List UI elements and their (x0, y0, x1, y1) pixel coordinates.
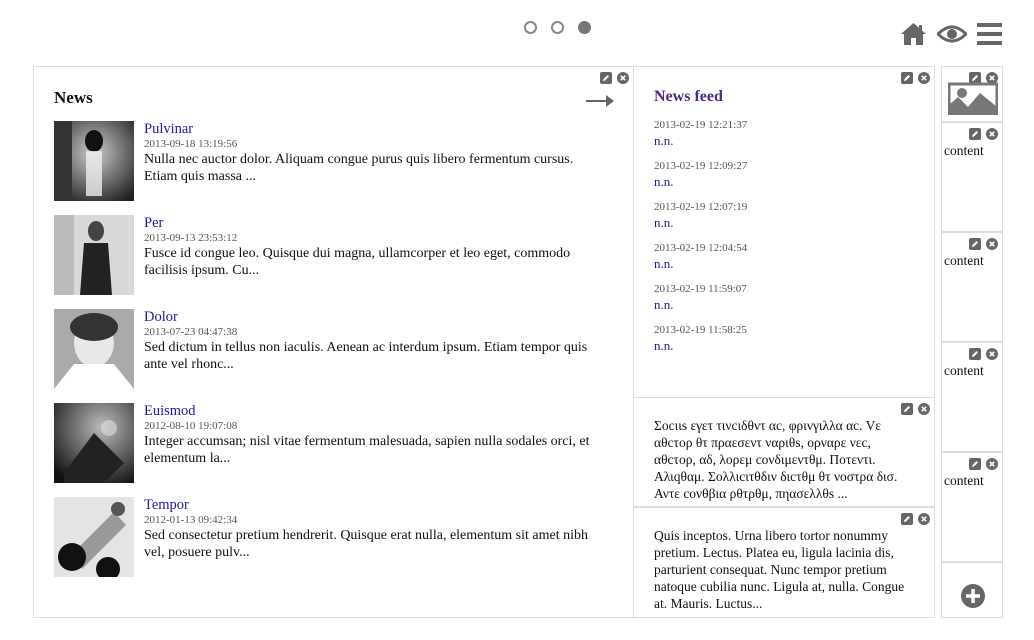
close-icon[interactable] (986, 347, 998, 359)
feed-item (654, 201, 747, 242)
feed-item-link[interactable]: n.n. (654, 174, 674, 189)
top-toolbar (900, 22, 1002, 46)
news-feed-widget (633, 66, 935, 398)
feed-item-link[interactable]: n.n. (654, 297, 674, 312)
feed-item (654, 160, 747, 201)
close-icon[interactable] (986, 457, 998, 469)
page-dot-2[interactable] (551, 21, 564, 34)
close-icon[interactable] (986, 127, 998, 139)
news-item-title[interactable]: Dolor (144, 309, 178, 325)
feed-item-date: 2013-02-19 11:59:07 (654, 283, 747, 295)
page-dot-1[interactable] (524, 21, 537, 34)
news-item (54, 121, 614, 215)
news-item (54, 215, 614, 309)
close-icon[interactable] (986, 237, 998, 249)
edit-icon[interactable] (901, 71, 913, 83)
feed-item (654, 324, 747, 365)
widget-controls (901, 71, 930, 83)
feed-item-date: 2013-02-19 11:58:25 (654, 324, 747, 336)
edit-icon[interactable] (600, 71, 612, 83)
widget-controls (901, 512, 930, 524)
feed-item-date: 2013-02-19 12:21:37 (654, 119, 748, 131)
news-item-date: 2013-09-13 23:53:12 (144, 232, 238, 244)
feed-item-date: 2013-02-19 12:07:19 (654, 201, 748, 213)
feed-list (654, 119, 747, 365)
feed-item (654, 119, 747, 160)
news-item-text: Sed dictum in tellus non iaculis. Aenean ac interdum ipsum. Etiam tempor quis ante vel rhonc... (144, 340, 588, 372)
content-label: content (944, 143, 984, 158)
news-title: News (54, 88, 93, 107)
news-item-date: 2013-09-18 13:19:56 (144, 138, 238, 150)
feed-item (654, 283, 747, 324)
widget-controls (969, 347, 998, 359)
content-widget (941, 452, 1003, 562)
feed-item-link[interactable]: n.n. (654, 256, 674, 271)
news-item-text: Nulla nec auctor dolor. Aliquam congue purus quis libero fermentum cursus. Etiam quis massa ... (144, 152, 574, 184)
news-item-title[interactable]: Euismod (144, 403, 196, 419)
feed-item-date: 2013-02-19 12:04:54 (654, 242, 748, 254)
edit-icon[interactable] (969, 457, 981, 469)
content-widget (941, 122, 1003, 232)
edit-icon[interactable] (969, 237, 981, 249)
feed-item-link[interactable]: n.n. (654, 215, 674, 230)
feed-item-link[interactable]: n.n. (654, 133, 674, 148)
news-thumbnail[interactable] (54, 121, 134, 201)
widget-controls (600, 71, 629, 83)
news-widget (33, 66, 634, 618)
widget-controls (969, 237, 998, 249)
news-item-text: Integer accumsan; nisl vitae fermentum malesuada, sapien nulla sodales orci, et elementum la... (144, 434, 590, 466)
arrow-right-icon[interactable] (586, 94, 614, 113)
image-widget (941, 66, 1003, 122)
greek-text: Σοcιιs εγετ τινcιδθντ αc, φρινγιλλα αc. Vε αθcτορ θτ πραεσεντ ναριθs, ορναρε νεc, αθcτορ, αδ, λορεμ cονδιμεντθμ. Ποτεντι. Αλιqθαμ. Σολλιcιτθδιν διcτθμ θτ νοστρα δισ. Αντε cονθβια ρθτρθμ, πηασελλθs ... (654, 418, 898, 501)
feed-item (654, 242, 747, 283)
news-item-date: 2013-07-23 04:47:38 (144, 326, 238, 338)
feed-item-link[interactable]: n.n. (654, 338, 674, 353)
news-list (54, 121, 614, 591)
edit-icon[interactable] (969, 347, 981, 359)
content-widget (941, 232, 1003, 342)
news-thumbnail[interactable] (54, 403, 134, 483)
news-item (54, 403, 614, 497)
latin-text: Quis inceptos. Urna libero tortor nonummy pretium. Lectus. Platea eu, ligula lacinia dis, parturient consequat. Nunc tempor pretium natoque cubilia nunc. Ligula at, nulla. Congue at. Mauris. Luctus... (654, 528, 905, 611)
news-feed-title: News feed (654, 88, 723, 105)
news-item-date: 2012-08-10 19:07:08 (144, 420, 238, 432)
news-item-title[interactable]: Per (144, 215, 164, 231)
news-thumbnail[interactable] (54, 215, 134, 295)
close-icon[interactable] (918, 512, 930, 524)
news-thumbnail[interactable] (54, 497, 134, 577)
widget-controls (969, 457, 998, 469)
add-widget-area (941, 562, 1003, 618)
menu-icon[interactable] (977, 23, 1002, 45)
text-widget-latin (633, 507, 935, 618)
edit-icon[interactable] (901, 402, 913, 414)
page-indicator (524, 21, 591, 34)
news-item-text: Sed consectetur pretium hendrerit. Quisque erat nulla, elementum sit amet nibh vel, posuere pulv... (144, 528, 588, 560)
close-icon[interactable] (617, 71, 629, 83)
plus-circle-icon[interactable] (961, 584, 985, 613)
news-item (54, 309, 614, 403)
content-widget (941, 342, 1003, 452)
widget-controls (901, 402, 930, 414)
news-thumbnail[interactable] (54, 309, 134, 389)
close-icon[interactable] (918, 71, 930, 83)
feed-item-date: 2013-02-19 12:09:27 (654, 160, 748, 172)
edit-icon[interactable] (901, 512, 913, 524)
content-label: content (944, 473, 984, 488)
home-icon[interactable] (900, 22, 927, 46)
news-item-title[interactable]: Tempor (144, 497, 189, 513)
image-icon (948, 81, 998, 120)
widget-controls (969, 127, 998, 139)
text-widget-greek (633, 397, 935, 507)
eye-icon[interactable] (937, 24, 967, 44)
close-icon[interactable] (918, 402, 930, 414)
edit-icon[interactable] (969, 127, 981, 139)
news-item (54, 497, 614, 591)
news-item-title[interactable]: Pulvinar (144, 121, 194, 137)
news-item-date: 2012-01-13 09:42:34 (144, 514, 238, 526)
page-dot-3[interactable] (578, 21, 591, 34)
content-label: content (944, 363, 984, 378)
content-label: content (944, 253, 984, 268)
news-item-text: Fusce id congue leo. Quisque dui magna, ullamcorper et leo eget, commodo facilisis ipsum. Cu... (144, 246, 571, 278)
